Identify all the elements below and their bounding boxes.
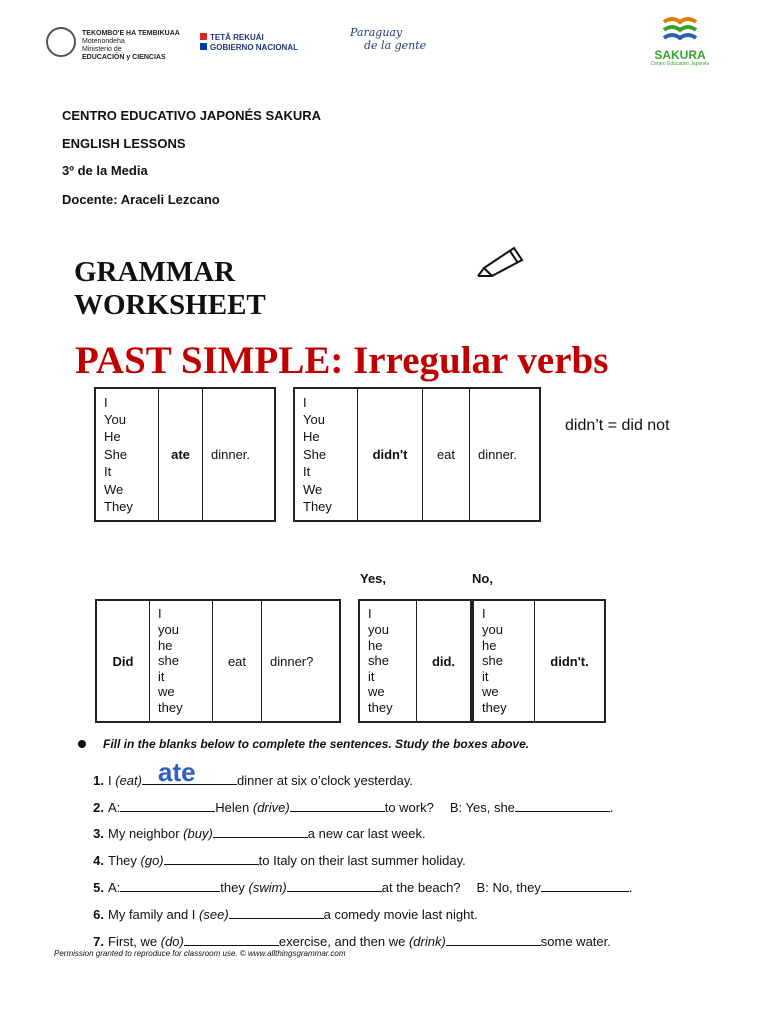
pronoun: You xyxy=(303,411,325,427)
pronoun: They xyxy=(303,499,332,515)
verb-hint: (see) xyxy=(199,907,229,922)
verb-hint: (buy) xyxy=(183,826,213,841)
pronoun-list xyxy=(294,388,358,521)
pronoun: They xyxy=(104,499,133,515)
blank-field[interactable] xyxy=(120,880,220,892)
blank-field[interactable] xyxy=(164,853,259,865)
blank-field[interactable] xyxy=(120,800,215,812)
pronoun: it xyxy=(158,668,165,684)
pronoun-list xyxy=(95,388,159,521)
logo1-line4: EDUCACIÓN y CIENCIAS xyxy=(82,54,166,61)
exercise-number: 7. xyxy=(93,934,104,949)
pronoun: It xyxy=(104,464,112,480)
text: . xyxy=(609,800,614,815)
blank-field[interactable] xyxy=(213,826,308,838)
verb-cell: ate xyxy=(159,388,203,521)
short-answer-no-table xyxy=(472,599,606,723)
pronoun-list xyxy=(359,600,417,722)
answer-example: ate xyxy=(158,757,196,787)
exercise-number: 5. xyxy=(93,880,104,895)
grade: 3º de la Media xyxy=(62,163,148,178)
text: exercise, and then we xyxy=(278,934,409,949)
pronoun: you xyxy=(158,622,179,638)
pronoun: they xyxy=(482,699,507,715)
text: they xyxy=(220,880,249,895)
text: I xyxy=(108,773,116,788)
text: Helen xyxy=(215,800,253,815)
text: some water. xyxy=(540,934,611,949)
pronoun: We xyxy=(104,481,124,497)
blank-field[interactable] xyxy=(290,800,385,812)
verb-cell: eat xyxy=(213,600,262,722)
logo2-line1: TETÃ REKUÁI xyxy=(210,33,264,42)
pronoun: She xyxy=(303,446,327,462)
blank-field[interactable] xyxy=(515,800,610,812)
answer-cell: didn't. xyxy=(535,600,606,722)
logo1-line2: Motenondeha xyxy=(82,38,125,45)
pronoun: it xyxy=(368,668,375,684)
exercise-number: 3. xyxy=(93,826,104,841)
text: First, we xyxy=(108,934,161,949)
pronoun: He xyxy=(104,429,121,445)
exercise-number: 4. xyxy=(93,853,104,868)
blank-field[interactable] xyxy=(541,880,629,892)
pronoun: She xyxy=(104,446,128,462)
pronoun: they xyxy=(158,699,183,715)
pronoun: he xyxy=(158,637,173,653)
question-table xyxy=(95,599,341,723)
text: to Italy on their last summer holiday. xyxy=(258,853,466,868)
object-cell: dinner. xyxy=(203,388,276,521)
pronoun: I xyxy=(158,606,162,622)
text: a comedy movie last night. xyxy=(323,907,478,922)
logo-paraguay xyxy=(350,26,426,52)
verb-hint: (go) xyxy=(140,853,164,868)
text: My neighbor xyxy=(108,826,184,841)
sakura-emblem-icon xyxy=(658,16,702,44)
pronoun: we xyxy=(158,684,175,700)
note-didnt: didn’t = did not xyxy=(565,417,670,434)
text: They xyxy=(108,853,141,868)
blank-field[interactable] xyxy=(184,934,279,946)
verb-hint: (drink) xyxy=(408,934,446,949)
aux-cell: didn't xyxy=(358,388,423,521)
title-grammar: GRAMMAR xyxy=(74,256,236,288)
school-name: CENTRO EDUCATIVO JAPONÉS SAKURA xyxy=(62,108,322,123)
exercise-number: 2. xyxy=(93,800,104,815)
logo2-line2: GOBIERNO NACIONAL xyxy=(210,43,298,52)
verb-hint: (do) xyxy=(160,934,184,949)
no-label: No, xyxy=(472,571,493,586)
logo1-line1: TEKOMBO'E HA TEMBIKUAA xyxy=(82,30,180,37)
text: . xyxy=(628,880,633,895)
topic-title: PAST SIMPLE: Irregular verbs xyxy=(75,339,609,382)
exercise-3 xyxy=(80,826,426,841)
title-worksheet: WORKSHEET xyxy=(74,289,266,321)
pronoun-list xyxy=(150,600,213,722)
blank-field[interactable] xyxy=(142,773,237,785)
pronoun: I xyxy=(368,606,372,622)
yes-label: Yes, xyxy=(360,571,387,586)
teacher: Docente: Araceli Lezcano xyxy=(62,192,220,207)
logo1-line3: Ministerio de xyxy=(82,46,122,53)
blank-field[interactable] xyxy=(287,880,382,892)
aux-cell: Did xyxy=(96,600,150,722)
pronoun: it xyxy=(482,668,489,684)
logo3-line2: de la gente xyxy=(364,39,427,52)
text: A: xyxy=(108,800,121,815)
text: to work? xyxy=(384,800,434,815)
pronoun: she xyxy=(158,653,179,669)
exercise-6 xyxy=(80,907,478,922)
pronoun: I xyxy=(104,394,108,410)
negative-table xyxy=(293,387,541,522)
text: B: No, they xyxy=(476,880,541,895)
text: My family and I xyxy=(108,907,200,922)
text: B: Yes, she xyxy=(449,800,515,815)
instruction: Fill in the blanks below to complete the sentences. Study the boxes above. xyxy=(103,737,530,751)
subject: ENGLISH LESSONS xyxy=(62,136,186,151)
verb-hint: (swim) xyxy=(248,880,287,895)
logo-government xyxy=(200,33,298,53)
text: dinner at six o’clock yesterday. xyxy=(236,773,414,788)
exercise-number: 6. xyxy=(93,907,104,922)
pronoun: you xyxy=(368,622,389,638)
pronoun: I xyxy=(482,606,486,622)
sakura-text: SAKURA xyxy=(654,48,706,62)
pronoun: she xyxy=(368,653,389,669)
flag-red-icon xyxy=(200,33,207,40)
logo-sakura xyxy=(648,16,712,67)
verb-hint: (eat) xyxy=(115,773,142,788)
affirmative-table xyxy=(94,387,276,522)
pronoun: they xyxy=(368,699,393,715)
exercise-7 xyxy=(80,934,611,949)
pronoun-list xyxy=(473,600,535,722)
exercise-5 xyxy=(80,880,632,895)
pronoun: you xyxy=(482,622,503,638)
object-cell: dinner? xyxy=(262,600,341,722)
exercise-1 xyxy=(80,773,413,788)
pronoun: You xyxy=(104,411,126,427)
exercise-2 xyxy=(80,800,614,815)
answer-cell: did. xyxy=(417,600,472,722)
pronoun: we xyxy=(482,684,499,700)
bullet-icon xyxy=(78,740,86,748)
short-answer-yes-table xyxy=(358,599,472,723)
exercise-number: 1. xyxy=(93,773,104,788)
sakura-sub: Centro Educativo Japonés xyxy=(650,61,710,67)
pronoun: he xyxy=(368,637,383,653)
pronoun: he xyxy=(482,637,497,653)
seal-icon xyxy=(46,27,76,57)
verb-hint: (drive) xyxy=(252,800,290,815)
flag-blue-icon xyxy=(200,43,207,50)
object-cell: dinner. xyxy=(470,388,541,521)
pronoun: We xyxy=(303,481,323,497)
pronoun: she xyxy=(482,653,503,669)
text: at the beach? xyxy=(381,880,461,895)
blank-field[interactable] xyxy=(229,907,324,919)
pronoun: I xyxy=(303,394,307,410)
pronoun: He xyxy=(303,429,320,445)
logo3-line1: Paraguay xyxy=(350,26,403,39)
verb-cell: eat xyxy=(423,388,470,521)
pronoun: It xyxy=(303,464,311,480)
exercise-4 xyxy=(80,853,466,868)
pronoun: we xyxy=(368,684,385,700)
pencil-icon xyxy=(476,242,530,278)
text: A: xyxy=(108,880,121,895)
blank-field[interactable] xyxy=(446,934,541,946)
text: a new car last week. xyxy=(307,826,426,841)
footer-permission: Permission granted to reproduce for classroom use. © www.allthingsgrammar.com xyxy=(54,949,346,958)
